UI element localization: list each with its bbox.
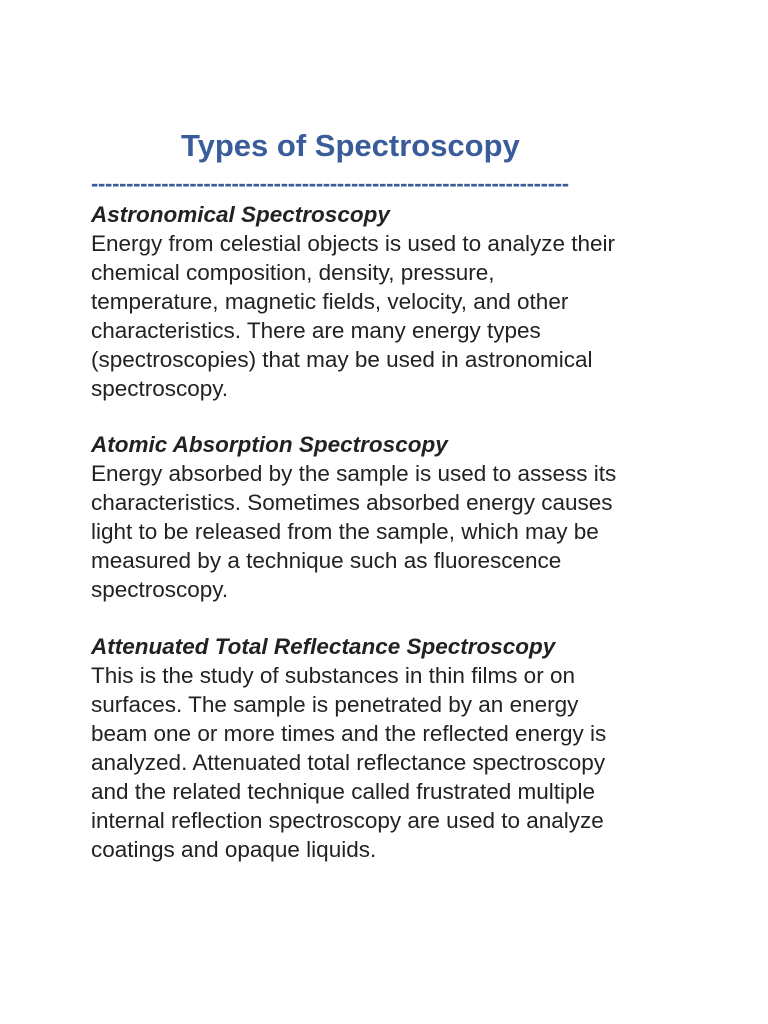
body-line: Energy absorbed by the sample is used to assess its bbox=[91, 461, 617, 486]
body-line: Energy from celestial objects is used to analyze their bbox=[91, 231, 616, 256]
section-body bbox=[91, 459, 691, 604]
body-line: beam one or more times and the reflected energy is bbox=[91, 721, 607, 746]
section-heading: Attenuated Total Reflectance Spectroscopy bbox=[91, 634, 556, 659]
body-line: analyzed. Attenuated total reflectance spectroscopy bbox=[91, 750, 606, 775]
body-line: coatings and opaque liquids. bbox=[91, 837, 377, 862]
body-line: (spectroscopies) that may be used in astronomical bbox=[91, 347, 593, 372]
section-heading: Atomic Absorption Spectroscopy bbox=[91, 432, 448, 457]
section-astronomical bbox=[91, 200, 691, 403]
body-line: internal reflection spectroscopy are used to analyze bbox=[91, 808, 604, 833]
body-line: spectroscopy. bbox=[91, 376, 229, 401]
body-line: surfaces. The sample is penetrated by an energy bbox=[91, 692, 579, 717]
body-line: and the related technique called frustrated multiple bbox=[91, 779, 596, 804]
body-line: characteristics. There are many energy types bbox=[91, 318, 541, 343]
body-line: spectroscopy. bbox=[91, 577, 229, 602]
body-line: This is the study of substances in thin films or on bbox=[91, 663, 575, 688]
body-line: chemical composition, density, pressure, bbox=[91, 260, 495, 285]
section-heading: Astronomical Spectroscopy bbox=[91, 202, 390, 227]
body-line: measured by a technique such as fluorescence bbox=[91, 548, 562, 573]
section-body bbox=[91, 229, 691, 403]
page-title: Types of Spectroscopy bbox=[181, 128, 520, 163]
section-atomic-absorption bbox=[91, 430, 691, 604]
body-line: temperature, magnetic fields, velocity, and other bbox=[91, 289, 569, 314]
section-attenuated-total-reflectance bbox=[91, 632, 691, 864]
body-line: characteristics. Sometimes absorbed energy causes bbox=[91, 490, 613, 515]
title-divider: -------------------------------------------------------------------- bbox=[91, 171, 569, 196]
body-line: light to be released from the sample, which may be bbox=[91, 519, 599, 544]
section-body bbox=[91, 661, 691, 864]
